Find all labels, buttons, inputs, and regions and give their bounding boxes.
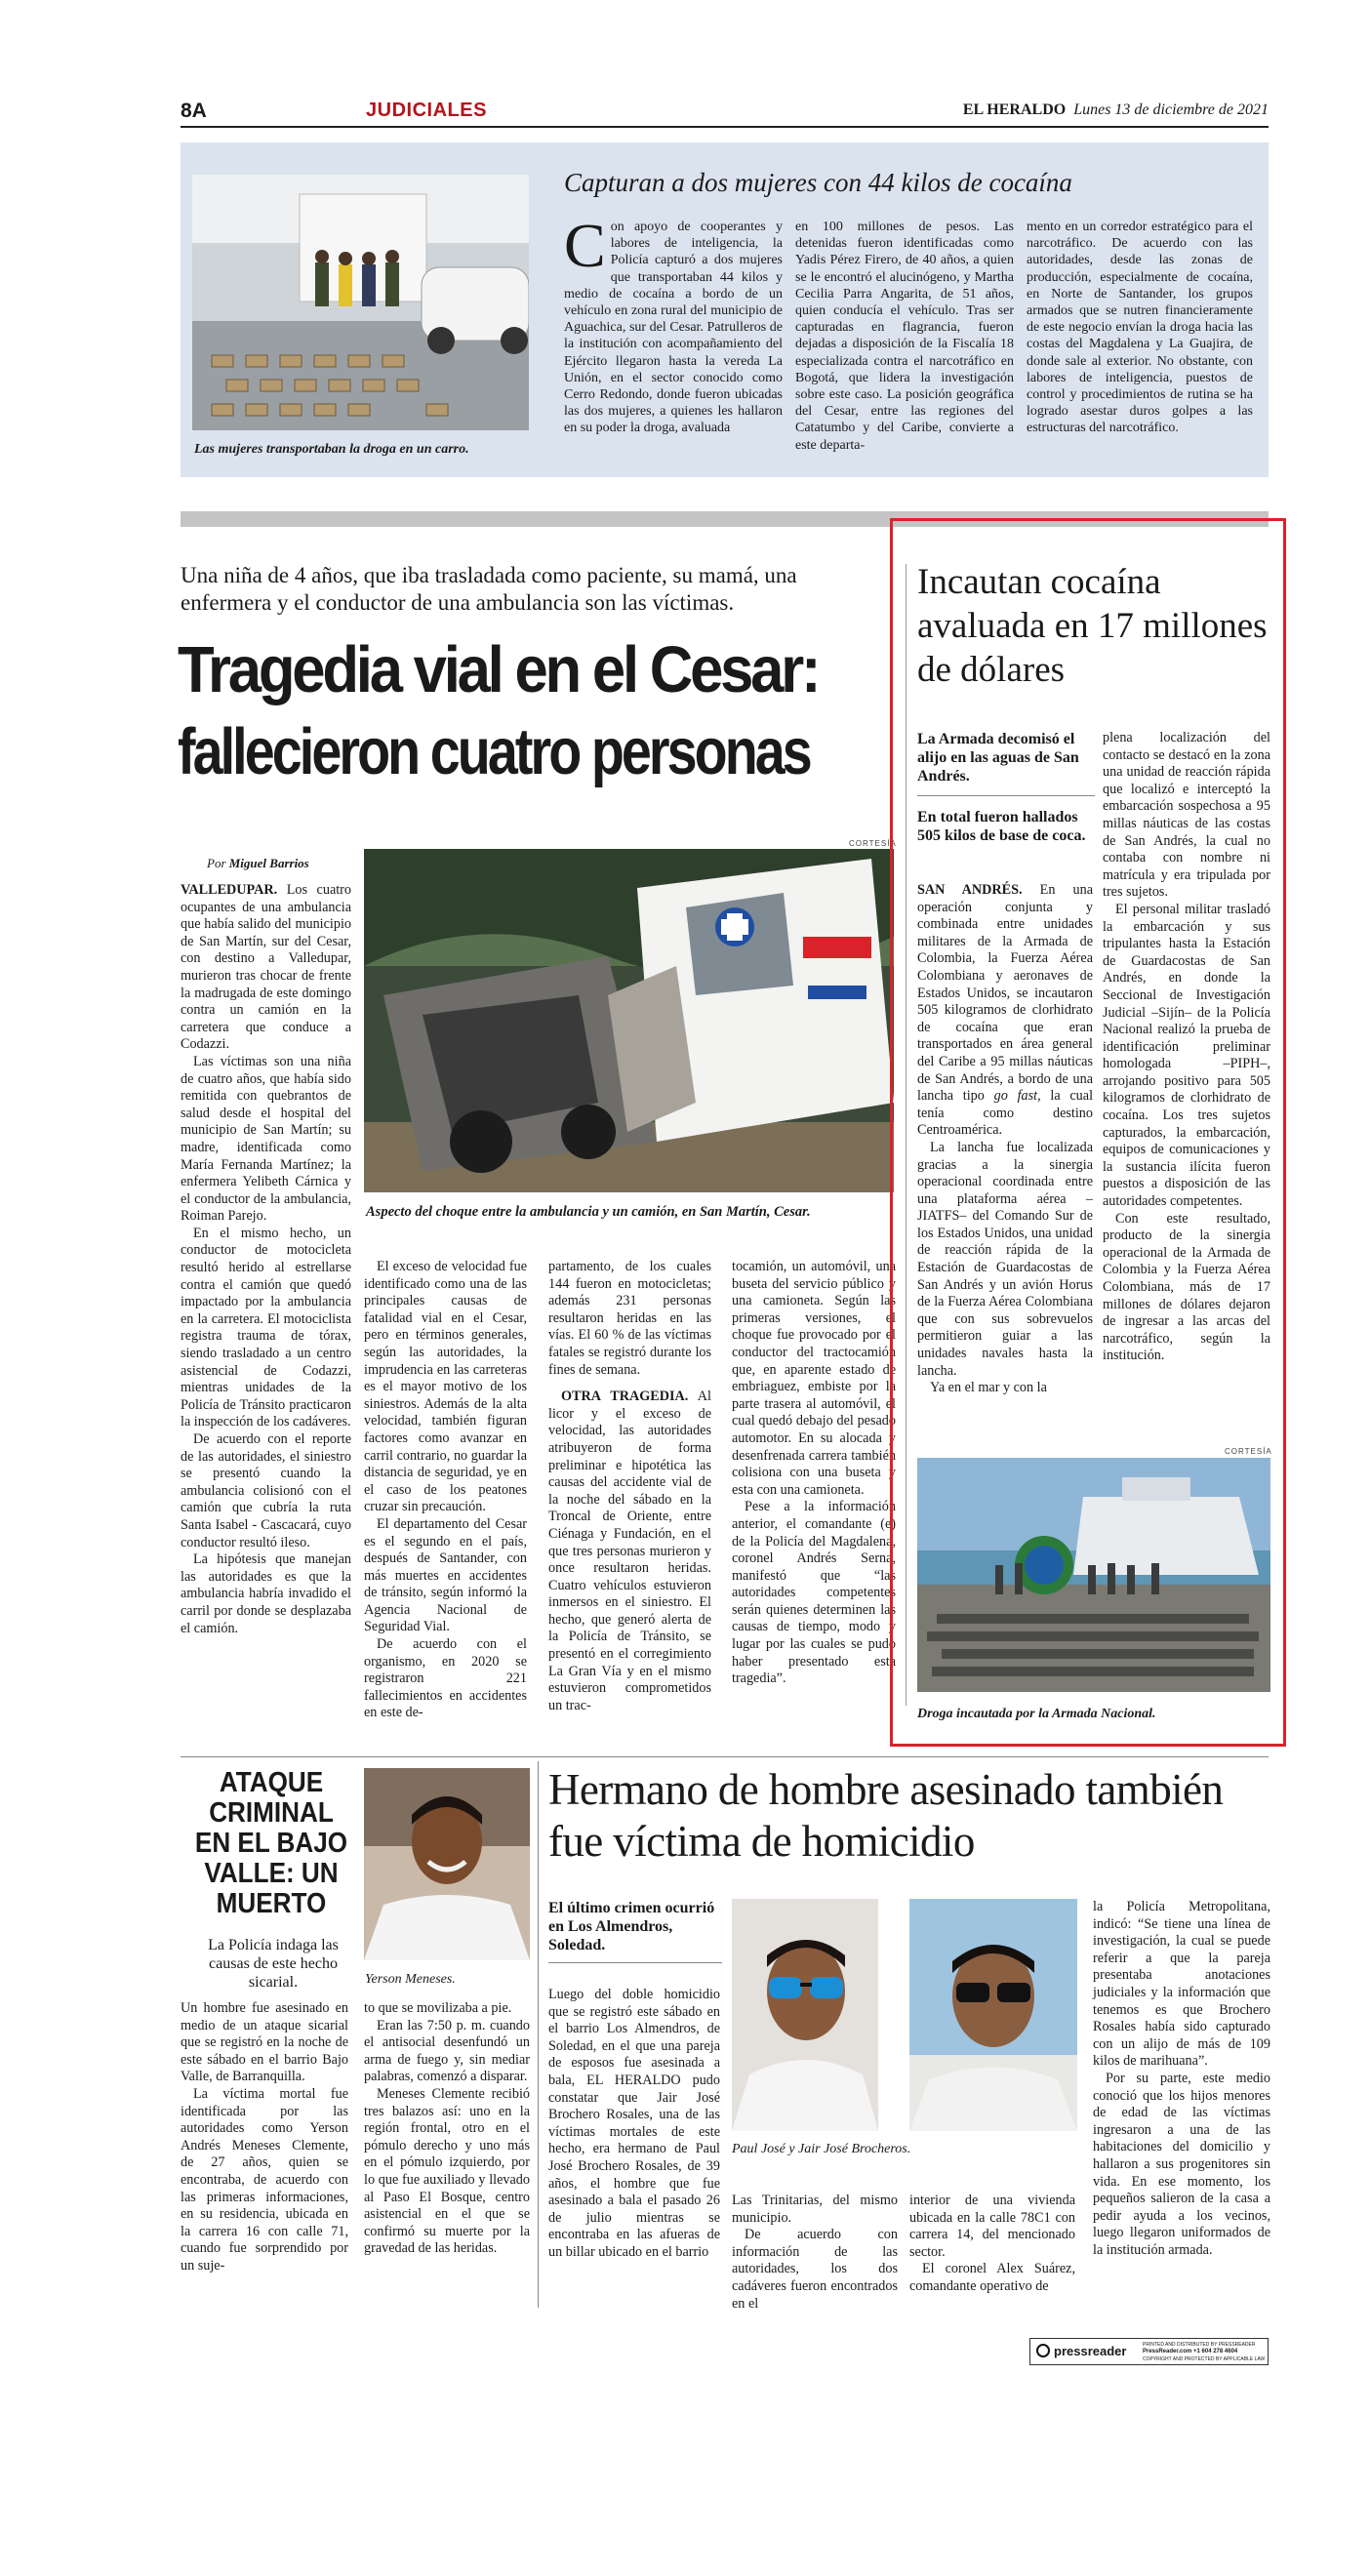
tragedy-text-12: Pese a la información anterior, el comandante (e) de la Policía del Magdalena, coronel Andrés Serna, manifestó que “las autoridades competentes serán quienes determinen las causas de tiempo, modo y lugar por las cuales se pudo haber presentado esta tragedia”.: [732, 1499, 896, 1687]
tragedy-headline-1: Tragedia vial en el Cesar:: [178, 633, 819, 706]
attack-portrait-icon: [364, 1768, 530, 1960]
attack-text-2: La víctima mortal fue identificada por las autoridades como Yerson Andrés Meneses Clemente, de 27 años, quien se encontraba, de acuerdo con las primeras informaciones, en su residencia, ubicada en la carrera 16 con calle 71, cuando fue sorprendido por un suje-: [181, 2085, 348, 2274]
brother-text-1: Luego del doble homicidio que se registró este sábado en el barrio Los Almendros, de Soledad, en el que una pareja de esposos fue asesinada a bala, EL HERALDO pudo constatar que Jair José Brochero Rosales, una de las víctimas mortales de este hecho, era hermano de Paul José Brochero Rosales, de 39 años, el hombre que fue asesinado a bala el pasado 26 de julio mientras se encontraba en las afueras de un billar ubicado en el barrio: [548, 1987, 720, 2260]
cocaine-photo-credit: CORTESÍA: [1225, 1447, 1272, 1456]
top-story-title: Capturan a dos mujeres con 44 kilos de cocaína: [564, 168, 1072, 197]
cocaine-col-2: [1103, 730, 1270, 1365]
tragedy-text-5: La hipótesis que manejan las autoridades es que la ambulancia habría invadido el carril por donde se desplazaba el camión.: [181, 1551, 351, 1636]
ambulance-crash-photo-icon: [364, 849, 894, 1192]
brother-text-7: Por su parte, este medio conoció que los hijos menores de edad de las víctimas ingresaron a una de las habitaciones del domicilio y hallaron a sus progenitores sin vida. En ese momento, los pequeños salieron de la casa a pedir ayuda a los vecinos, luego llegaron uniformados de la institución armada.: [1093, 2070, 1270, 2258]
cocaine-summary-2: En total fueron hallados 505 kilos de base de coca.: [917, 809, 1086, 844]
cocaine-italic: go fast: [993, 1088, 1038, 1105]
cocaine-col-1: [917, 882, 1093, 1397]
top-story-col-2: [795, 219, 1014, 454]
issue-date: Lunes 13 de diciembre de 2021: [1073, 101, 1269, 118]
attack-text-3: to que se movilizaba a pie.: [364, 2000, 512, 2016]
tragedy-col-1: [181, 882, 351, 1637]
pressreader-footer: [1029, 2338, 1269, 2365]
drop-cap: C: [564, 211, 606, 280]
top-story-col-1: [564, 211, 783, 437]
paper-name: EL HERALDO: [962, 101, 1067, 118]
cocaine-summary-1: La Armada decomisó el alijo en las aguas de San Andrés.: [917, 730, 1095, 796]
attack-col-2: [364, 2000, 530, 2258]
tragedy-text-10: Al licor y el exceso de velocidad, las autoridades atribuyeron de forma preliminar e hipotética las causas del accidente vial de la noche del sábado en la Troncal de Oriente, entre Ciénaga y Fundación, en el que tres personas murieron y once resultaron heridas. Cuatro vehículos estuvieron inmersos en el siniestro. El hecho, que generó alerta de la Policía de Tránsito, se presentó en el corregimiento La Gran Vía y en el mismo estuvieron comprometidos un trac-: [548, 1389, 711, 1713]
cocaine-dateline: SAN ANDRÉS.: [917, 882, 1023, 898]
tragedy-kicker: Una niña de 4 años, que iba trasladada como paciente, su mamá, una enfermera y el conductor de una ambulancia son las víctimas.: [181, 563, 797, 615]
pressreader-line-2: PressReader.com +1 604 278 4604: [1143, 2349, 1238, 2355]
tragedy-text-11: tocamión, un automóvil, una buseta del servicio público y una camioneta. Según las primeras versiones, el choque fue provocado por el conductor del tractocamión que, en aparente estado de embriaguez, embiste por la parte trasera al automóvil, el cual quedó debajo del pesado automotor. En su alocada y desenfrenada carrera también colisiona con una buseta y esta con una camioneta.: [732, 1259, 896, 1498]
tragedy-dateline: VALLEDUPAR.: [181, 882, 278, 898]
cocaine-text-4: plena localización del contacto se destacó en la zona una unidad de reacción rápida que localizó e interceptó la embarcación sospechosa a 95 millas náuticas de las costas de San Andrés, la cual no contaba con nombre ni matrícula y era tripulada por tres sujetos.: [1103, 730, 1270, 901]
top-story-text-2: en 100 millones de pesos. Las detenidas fueron identificadas como Yadis Pérez Firero, de 40 años, a quien se le encontró el alucinógeno, y Martha Cecilia Parra Angarita, de 51 años, quien conducía el vehículo. Tras ser capturadas en flagrancia, fueron dejadas a disposición de la Fiscalía 18 especializada contra el narcotráfico en Bogotá, que lidera la investigación sobre este caso. La posición geográfica del Cesar, entre las regiones del Catatumbo y del Caribe, convierte a este departa-: [795, 220, 1014, 453]
tragedy-text-3: En el mismo hecho, un conductor de motocicleta resultó herido al estrellarse contra el camión que quedó impactado por la ambulancia en la carretera. El motociclista registra trauma de tórax, siendo trasladado a un centro asistencial de Codazzi, mientras unidades de la Policía de Tránsito practicaron la inspección de los cadáveres.: [181, 1225, 351, 1430]
tragedy-text-2: Las víctimas son una niña de cuatro años, que había sido remitida con quebrantos de salud desde el hospital del municipio de San Martín; su madre, identificada como María Fernanda Martínez; la enfermera Yelibeth Cárnica y el conductor de la ambulancia, Roiman Parejo.: [181, 1053, 351, 1225]
tragedy-text-1: Los cuatro ocupantes de una ambulancia que había salido del municipio de San Martín, sur del Cesar, con destino a Valledupar, murieron tras chocar de frente la madrugada de este domingo contra un camión en la carretera que conduce a Codazzi.: [181, 882, 351, 1053]
attack-text-5: Meneses Clemente recibió tres balazos así: uno en la región frontal, otro en el pómulo derecho y uno más en el pómulo izquierdo, por lo que fue auxiliado y llevado al Paso El Bosque, centro asistencial en el que se confirmó su muerte por la gravedad de las heridas.: [364, 2085, 530, 2257]
pressreader-brand: pressreader: [1054, 2344, 1127, 2358]
tragedy-photo-caption: Aspecto del choque entre la ambulancia y un camión, en San Martín, Cesar.: [366, 1204, 811, 1220]
tragedy-text-8: De acuerdo con el organismo, en 2020 se registraron 221 fallecimientos en accidentes en este de-: [364, 1636, 527, 1721]
pressreader-logo-icon: [1036, 2344, 1050, 2357]
cocaine-text-5: El personal militar trasladó la embarcación y sus tripulantes hasta la Estación de Guardacostas de San Andrés, en donde la Seccional de Investigación Judicial –Sijín– de la Policía Nacional realizó la prueba de identificación preliminar homologada –PIPH–, arrojando positivo para 505 kilogramos de clorhidrato de cocaína. Los tres sujetos capturados, la embarcación, equipos de comunicaciones y la sustancia ilícita fueron puestos a disposición de las autoridades competentes.: [1103, 901, 1270, 1210]
cocaine-headline: Incautan cocaína avaluada en 17 millones de dólares: [917, 562, 1268, 690]
tragedy-col-4: [732, 1259, 896, 1688]
tragedy-text-7: El departamento del Cesar es el segundo en el país, después de Santander, con más muertes en accidentes de tránsito, según informó la Agencia Nacional de Seguridad Vial.: [364, 1515, 527, 1635]
brother-text-5: El coronel Alex Suárez, comandante operativo de: [909, 2261, 1075, 2294]
brother-headline: Hermano de hombre asesinado también fue víctima de homicidio: [548, 1765, 1224, 1866]
tragedy-photo-credit: CORTESÍA: [849, 839, 897, 848]
brother-col-1: [548, 1987, 720, 2262]
brother-photo-caption: Paul José y Jair José Brocheros.: [732, 2142, 911, 2156]
brother-text-4: interior de una vivienda ubicada en la calle 78C1 con carrera 14, del mencionado sector.: [909, 2193, 1075, 2260]
attack-photo-caption: Yerson Meneses.: [365, 1972, 456, 1987]
cocaine-text-2: La lancha fue localizada gracias a la sinergia operacional coordinada entre una plataforma aérea –JIATFS– del Comando Sur de los Estados Unidos, una unidad de reacción rápida de la Estación de Guardacostas de San Andrés y un avión Horus de la Fuerza Aérea Colombiana que con sus sobrevuelos permitieron guiar a las unidades navales hasta la lancha.: [917, 1139, 1093, 1379]
attack-text-4: Eran las 7:50 p. m. cuando el antisocial desenfundó un arma de fuego y, sin mediar palabras, comenzó a disparar.: [364, 2017, 530, 2085]
tragedy-col-3: [548, 1259, 711, 1714]
tragedy-text-9: partamento, de los cuales 144 fueron en motocicletas; además 231 personas resultaron heridas en las vías. El 60 % de las víctimas fatales se registró durante los fines de semana.: [548, 1259, 711, 1378]
brother-col-4: [1093, 1899, 1270, 2259]
brother-col-2: [732, 2193, 898, 2313]
police-detainees-photo-icon: [192, 175, 529, 430]
page-header: [181, 96, 1269, 125]
tragedy-headline-2: fallecieron cuatro personas: [178, 715, 810, 788]
brother-portrait-2-icon: [909, 1899, 1077, 2131]
pressreader-line-3: COPYRIGHT AND PROTECTED BY APPLICABLE LAW: [1143, 2356, 1266, 2362]
attack-col-1: [181, 2000, 348, 2275]
top-story-photo-caption: Las mujeres transportaban la droga en un carro.: [194, 442, 469, 457]
tragedy-subhead: OTRA TRAGEDIA.: [561, 1389, 689, 1405]
top-story-text-1: on apoyo de cooperantes y labores de inteligencia, la Policía capturó a dos mujeres que transportaban 44 kilos y medio de cocaína a bordo de un vehículo en zona rural del municipio de Aguachica, sur del Cesar. Patrulleros de la institución con acompañamiento del Ejército llegaron hasta la vereda La Unión, en el sector conocido como Cerro Redondo, donde fueron ubicadas las dos mujeres, a quienes les hallaron en su poder la droga, avaluada: [564, 220, 783, 436]
section-label: JUDICIALES: [366, 100, 487, 121]
brother-text-3: De acuerdo con información de las autoridades, los dos cadáveres fueron encontrados en el: [732, 2227, 898, 2312]
cocaine-divider: [906, 564, 907, 1706]
top-story-text-3: mento en un corredor estratégico para el narcotráfico. De acuerdo con las autoridades, desde las zonas de producción, especialmente de cocaína, en Norte de Santander, los grupos armados que se nutren financieramente de este negocio envían la droga hacia las costas del Magdalena y La Guajira, de donde sale al exterior. No obstante, con labores de inteligencia, puestos de control y procedimientos de rutina se ha logrado asestar duros golpes a las estructuras del narcotráfico.: [1027, 220, 1253, 436]
tragedy-byline: [207, 856, 309, 871]
cocaine-text-1b: , la cual tenía como destino Centroamérica.: [917, 1088, 1094, 1139]
masthead-info: [963, 101, 1269, 119]
cocaine-text-1: En una operación conjunta y combinada entre unidades militares de la Armada de Colombia, la Fuerza Aérea Colombiana y aeronaves de Estados Unidos, se incautaron 505 kilogramos de clorhidrato de cocaína que eran transportados en área general del Caribe a 95 millas náuticas de San Andrés, a bordo de una lancha tipo: [917, 882, 1093, 1105]
brother-portrait-1-icon: [732, 1899, 878, 2131]
top-story-box: [181, 142, 1269, 477]
lower-rule: [181, 1756, 1269, 1757]
pressreader-line-1: PRINTED AND DISTRIBUTED BY PRESSREADER: [1143, 2342, 1256, 2348]
brother-text-2: Las Trinitarias, del mismo municipio.: [732, 2193, 898, 2226]
top-story-col-3: [1027, 219, 1253, 437]
cocaine-text-3: Ya en el mar y con la: [930, 1380, 1047, 1396]
byline-prefix: Por: [207, 856, 229, 870]
attack-divider: [538, 1761, 539, 2308]
tragedy-text-6: El exceso de velocidad fue identificado como una de las principales causas de fatalidad vial en el Cesar, pero en términos generales, según las autoridades, la imprudencia en las carreteras es el mayor motivo de los siniestros. Además de la alta velocidad, también figuran factores como avanzar en carril contrario, no guardar la distancia de seguridad, ye en el caso de los peatones cruzar sin precaución.: [364, 1259, 527, 1515]
brother-summary: El último crimen ocurrió en Los Almendros, Soledad.: [548, 1899, 722, 1963]
attack-headline: ATAQUE CRIMINAL EN EL BAJO VALLE: UN MUERTO: [194, 1767, 348, 1919]
byline-author: Miguel Barrios: [228, 856, 309, 870]
tragedy-col-2: [364, 1259, 527, 1722]
attack-summary: La Policía indaga las causas de este hecho sicarial.: [208, 1937, 339, 1991]
tragedy-text-4: De acuerdo con el reporte de las autoridades, el siniestro se presentó cuando la ambulancia colisionó con el camión que cubría la ruta Santa Isabel - Cascacará, cuyo conductor resultó ileso.: [181, 1431, 351, 1550]
brother-col-3: [909, 2193, 1075, 2296]
cocaine-text-6: Con este resultado, producto de la sinergia operacional de la Armada de Colombia y la Fuerza Aérea Colombiana, más de 17 millones de dólares dejaron de ingresar a las arcas del narcotráfico, según la institución.: [1103, 1210, 1270, 1364]
page-number: 8A: [181, 100, 207, 122]
attack-text-1: Un hombre fue asesinado en medio de un ataque sicarial que se registró en la noche de este sábado en el barrio Bajo Valle, de Barranquilla.: [181, 2000, 348, 2085]
brother-text-6: la Policía Metropolitana, indicó: “Se tiene una línea de investigación, la cual se puede referir a que la pareja presentaba anotaciones judiciales y la información que tenemos es que Brochero Rosales había sido capturado con un alijo de más de 109 kilos de marihuana”.: [1093, 1899, 1270, 2070]
cocaine-photo-caption: Droga incautada por la Armada Nacional.: [917, 1707, 1156, 1721]
navy-seizure-photo-icon: [917, 1458, 1270, 1692]
header-rule: [181, 126, 1269, 128]
